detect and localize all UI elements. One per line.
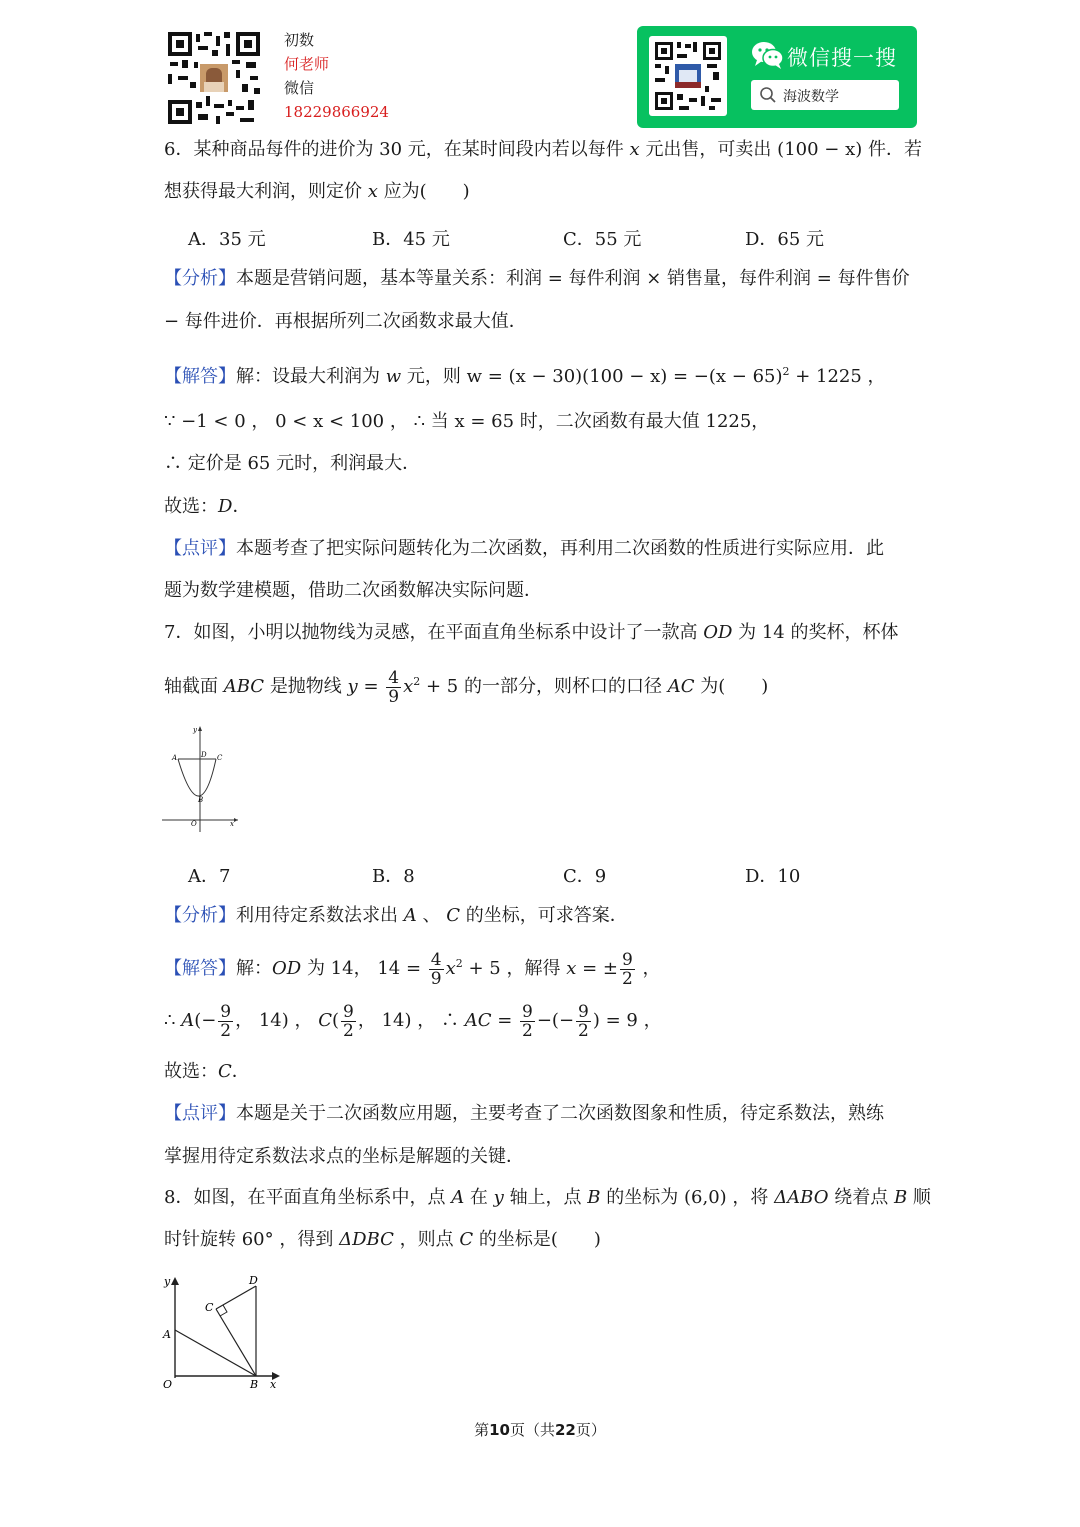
q7-choice-value: C (218, 1061, 232, 1082)
q8-stem-text: 在 (469, 1187, 488, 1208)
q6-option-d: D．65 元 (745, 229, 825, 250)
q7-point: C (446, 905, 460, 926)
q6-option-b: B．45 元 (372, 229, 450, 250)
q7-stem-text: 为 14 的奖杯，杯体 (738, 622, 899, 643)
teacher-name: 何老师 (284, 55, 330, 73)
q7-stem-text: 为( ) (700, 676, 769, 697)
q7-stem-text: 的一部分，则杯口的口径 (463, 676, 662, 697)
q8-angle: 60° (241, 1229, 274, 1250)
segment-ab (175, 1330, 256, 1376)
page-number: 10 (489, 1421, 510, 1439)
q7-equation-lhs: y = (347, 676, 379, 697)
q6-answer-text: 解：设最大利润为 (236, 366, 380, 387)
figure-label-b: B (250, 1378, 259, 1391)
figure-label-c: C (217, 754, 223, 762)
q6-comment-line-1 (164, 537, 884, 561)
q6-formula-tail: + 1225 ， (789, 366, 886, 387)
q7-point: C (318, 1010, 333, 1031)
q6-answer-tag: 【解答】 (164, 366, 236, 387)
figure-label-a: A (172, 754, 178, 762)
q7-analysis-tag: 【分析】 (164, 905, 236, 926)
fraction-denominator: 9 (430, 968, 442, 989)
fraction-denominator: 2 (621, 968, 633, 989)
q8-point: B (893, 1187, 908, 1208)
fraction-denominator: 2 (343, 1020, 354, 1041)
q7-parabola-figure (160, 722, 242, 834)
q8-stem-text: ，将 (732, 1187, 769, 1208)
q6-formula-exponent: 2 (782, 365, 790, 378)
y-axis-arrow-icon (198, 726, 202, 731)
q7-coordinate: 14 (258, 1010, 282, 1031)
q7-var: x (403, 676, 414, 697)
figure-label-o: O (191, 820, 197, 828)
q8-axis-name: y (493, 1187, 504, 1208)
q6-option-c: C．55 元 (563, 229, 642, 250)
q8-stem-line-1 (164, 1186, 931, 1210)
q6-answer-line-1 (164, 360, 886, 389)
q6-var: w (385, 366, 402, 387)
q8-stem-text: 的坐标为 (606, 1187, 679, 1208)
q7-answer-lhs: 14 = (377, 958, 422, 979)
q7-analysis-line (164, 904, 628, 928)
q7-choice-line (164, 1060, 250, 1084)
q7-answer-text: + 5 ，解得 (468, 958, 561, 979)
figure-label-d: D (201, 751, 207, 759)
q7-fraction (576, 1003, 591, 1040)
q8-stem-line-2 (164, 1228, 601, 1252)
q6-var: x (367, 181, 378, 202)
q6-analysis-line-2: − 每件进价．再根据所列二次函数求最大值． (164, 311, 527, 332)
q7-separator: 、 (416, 905, 447, 926)
wechat-logo-icon (751, 40, 785, 74)
fraction-numerator: 9 (621, 949, 633, 970)
figure-label-y: y (193, 726, 197, 734)
wechat-search-query: 海波数学 (783, 89, 839, 105)
q7-segment: OD (272, 958, 302, 979)
figure-label-c: C (205, 1301, 214, 1314)
teacher-phone: 18229866924 (284, 103, 389, 121)
q8-point: A (451, 1187, 465, 1208)
q8-stem-text: 8．如图，在平面直角坐标系中，点 (164, 1187, 446, 1208)
q6-analysis-line-1 (164, 267, 910, 291)
q6-stem-text: 想获得最大利润，则定价 (164, 181, 362, 202)
q7-choice-suffix: ． (231, 1061, 250, 1082)
figure-label-y: y (164, 1275, 171, 1288)
q7-fraction (620, 951, 635, 988)
q7-answer-text: 解： (236, 958, 272, 979)
q6-choice-prefix: 故选： (164, 496, 218, 517)
figure-label-d: D (249, 1274, 258, 1287)
q7-stem-text: 是抛物线 (269, 676, 342, 697)
q7-result: = 9 ， (605, 1010, 662, 1031)
q6-comment-line-2: 题为数学建模题，借助二次函数解决实际问题． (164, 580, 542, 601)
q7-fraction (218, 1003, 233, 1040)
q7-option-b: B．8 (372, 866, 415, 887)
footer-suffix: 页） (575, 1421, 606, 1439)
q7-option-a: A．7 (188, 866, 231, 887)
q6-analysis-text: 本题是营销问题，基本等量关系：利润 = 每件利润 × 销售量，每件利润 = 每件售价 (236, 268, 910, 289)
figure-label-b: B (198, 796, 204, 804)
q6-stem-line-2 (164, 180, 470, 204)
q7-point: A (181, 1010, 195, 1031)
q7-answer-line-2: ∴ A(− $\frac{9}{2}$ ， 14) ， C( $\frac{9}{2}$ ， 14) ， ∴ AC = $\frac{9}{2}$ −(− $\frac{9}{2}$ ) = 9 ， (164, 1001, 662, 1041)
parabola-curve (178, 759, 216, 796)
q6-stem-text: 6．某种商品每件的进价为 30 元，在某时间段内若以每件 (164, 139, 624, 160)
q8-stem-text: ，则点 (399, 1229, 454, 1250)
q6-stem-text: 应为( ) (383, 181, 470, 202)
teacher-contact (284, 28, 389, 124)
q6-answer-text: 元，则 (406, 366, 461, 387)
wechat-search-title: 微信搜一搜 (787, 46, 897, 70)
q8-stem-text: 顺 (912, 1187, 931, 1208)
fraction-numerator: 4 (430, 949, 442, 970)
q6-choice-line (164, 495, 250, 519)
q8-coordinate: (6,0) (684, 1187, 727, 1208)
q7-segment: AC (667, 676, 695, 697)
q7-analysis-text: 的坐标，可求答案． (465, 905, 628, 926)
q8-stem-text: ，得到 (279, 1229, 334, 1250)
q7-answer-tag: 【解答】 (164, 958, 236, 979)
fraction-numerator: 9 (522, 1001, 533, 1022)
fraction-denominator: 2 (578, 1020, 589, 1041)
q6-answer-line-3: ∴ 定价是 65 元时，利润最大． (164, 453, 421, 474)
q6-answer-formula (467, 366, 886, 387)
q8-rotation-figure (160, 1272, 284, 1394)
teacher-qr-code (166, 30, 262, 126)
q7-exponent: 2 (455, 957, 463, 970)
q8-triangle: ΔABO (774, 1187, 829, 1208)
page-footer (0, 1419, 1080, 1440)
q7-comment-text: 本题是关于二次函数应用题，主要考查了二次函数图象和性质，待定系数法，熟练 (236, 1103, 884, 1124)
q8-stem-text: 时针旋转 (164, 1229, 236, 1250)
q6-comment-text: 本题考查了把实际问题转化为二次函数，再利用二次函数的性质进行实际应用．此 (236, 538, 884, 559)
figure-label-o: O (163, 1378, 173, 1391)
teacher-subject: 初数 (284, 31, 315, 49)
q7-analysis-text: 利用待定系数法求出 (236, 905, 398, 926)
q7-solution-lhs: x = ± (566, 958, 618, 979)
q7-fraction (520, 1003, 535, 1040)
segment-cb (216, 1309, 256, 1376)
q8-stem-text: 的坐标是( ) (478, 1229, 601, 1250)
segment-dc (216, 1286, 256, 1309)
x-axis-arrow-icon (234, 818, 238, 822)
y-axis-arrow-icon (171, 1277, 179, 1285)
q7-answer-text: 为 14， (306, 958, 372, 979)
q7-coordinate: 14 (381, 1010, 405, 1031)
q7-segment: AC (464, 1010, 492, 1031)
figure-label-x: x (230, 820, 234, 828)
q8-stem-text: 轴上，点 (509, 1187, 582, 1208)
q8-point: C (459, 1229, 474, 1250)
q7-shape: ABC (223, 676, 265, 697)
q7-var: x (445, 958, 456, 979)
fraction-numerator: 9 (220, 1001, 232, 1022)
q6-formula-text: w = (x − 30)(100 − x) = −(x − 65) (466, 366, 783, 387)
q6-stem-text: 件．若 (867, 139, 922, 160)
fraction-numerator: 4 (388, 667, 400, 688)
q7-stem-line-1 (164, 621, 898, 645)
q6-option-a: A．35 元 (188, 229, 266, 250)
q7-stem-text: 7．如图，小明以抛物线为灵感，在平面直角坐标系中设计了一款高 (164, 622, 698, 643)
q6-stem-line-1 (164, 138, 922, 162)
q8-triangle: ΔDBC (339, 1229, 394, 1250)
q7-stem-text: 轴截面 (164, 676, 218, 697)
q7-option-d: D．10 (745, 866, 801, 887)
q6-choice-suffix: ． (232, 496, 251, 517)
q7-segment: OD (703, 622, 733, 643)
q6-answer-line-2: ∵ −1 < 0 ， 0 < x < 100 ， ∴ 当 x = 65 时，二次函数有最大值 1225， (164, 411, 770, 432)
q8-stem-text: 绕着点 (834, 1187, 889, 1208)
q6-analysis-tag: 【分析】 (164, 268, 236, 289)
wechat-search-banner[interactable] (637, 26, 917, 128)
q7-constant: + 5 (420, 676, 459, 697)
q7-therefore: ∴ (164, 1010, 176, 1031)
figure-label-x: x (270, 1378, 277, 1391)
wechat-search-box[interactable] (751, 80, 899, 110)
teacher-wechat-label: 微信 (284, 79, 315, 97)
q7-comment-tag: 【点评】 (164, 1103, 236, 1124)
q7-option-c: C．9 (563, 866, 607, 887)
q7-choice-prefix: 故选： (164, 1061, 218, 1082)
wechat-qr-code (649, 36, 727, 116)
footer-prefix: 第 (474, 1421, 490, 1439)
figure-label-a: A (163, 1328, 171, 1341)
footer-mid: 页（共 (509, 1421, 555, 1439)
q7-fraction (341, 1003, 356, 1040)
q7-point: A (403, 905, 417, 926)
q6-expression: (100 − x) (777, 139, 863, 160)
q7-comment-line-2: 掌握用待定系数法求点的坐标是解题的关键． (164, 1146, 524, 1167)
q6-comment-tag: 【点评】 (164, 538, 236, 559)
fraction-denominator: 2 (220, 1020, 232, 1041)
q7-fraction (386, 669, 401, 706)
q7-answer-line-1: 【解答】解：OD 为 14， 14 = $\frac{4}{9}$ $x^2 + 5$ ，解得 x = ± $\frac{9}{2}$ ， (164, 949, 661, 989)
q7-stem-line-2 (164, 662, 768, 707)
q8-point: B (587, 1187, 601, 1208)
q6-stem-text: 元出售，可卖出 (645, 139, 772, 160)
q7-fraction (429, 951, 444, 988)
q6-var: x (629, 139, 640, 160)
q7-exponent: 2 (413, 675, 421, 688)
fraction-denominator: 2 (522, 1020, 533, 1041)
fraction-numerator: 9 (578, 1001, 589, 1022)
q6-choice-value: D (218, 496, 233, 517)
fraction-denominator: 9 (388, 686, 400, 707)
search-icon (759, 86, 777, 108)
page-total: 22 (555, 1421, 576, 1439)
q7-comment-line-1 (164, 1102, 884, 1126)
fraction-numerator: 9 (343, 1001, 354, 1022)
